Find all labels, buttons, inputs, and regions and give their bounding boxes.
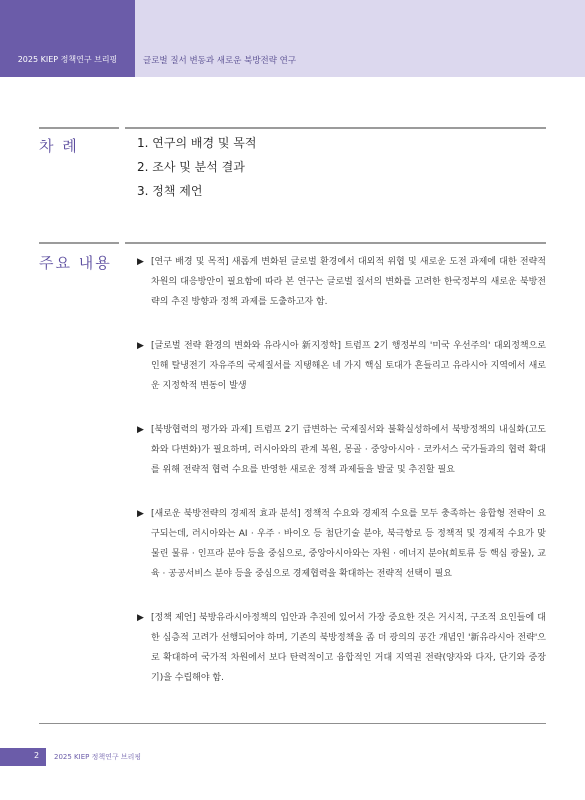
bullet-arrow-icon: ▶	[137, 425, 144, 435]
summary-item-text: [글로벌 전략 환경의 변화와 유라시아 新지정학] 트럼프 2기 행정부의 '미국 우선주의' 대외정책으로 인해 탈냉전기 자유주의 국제질서를 지탱해온 네 가지 핵심 토대가 흔들리고 유라시아 지역에서 새로운 지정학적 변동이 발생	[151, 341, 546, 391]
report-title-label: 글로벌 질서 변동과 새로운 북방전략 연구	[143, 56, 297, 66]
footer-page-band	[0, 748, 46, 766]
page-number: 2	[34, 751, 40, 760]
summary-item	[137, 420, 546, 480]
toc-item: 2. 조사 및 분석 결과	[137, 160, 245, 174]
summary-item-text: [연구 배경 및 목적] 새롭게 변화된 글로벌 환경에서 대외적 위협 및 새로운 도전 과제에 대한 전략적 차원의 대응방안이 필요함에 따라 본 연구는 글로벌 질서의 변화를 고려한 한국정부의 새로운 북방전략의 추진 방향과 정책 과제를 도출하고자 함.	[151, 257, 546, 307]
summary-list	[137, 252, 546, 712]
summary-item-text: [북방협력의 평가와 과제] 트럼프 2기 급변하는 국제질서와 불확실성하에서 북방정책의 내실화(고도화와 다변화)가 필요하며, 러시아와의 관계 복원, 몽골 · 중앙아시아 · 코카서스 국가들과의 협력 확대를 위해 전략적 협력 수요를 반영한 새로운 정책 과제들을 발굴 및 추진할 필요	[151, 425, 546, 475]
summary-item	[137, 252, 546, 312]
summary-rule-right	[125, 242, 546, 244]
bullet-arrow-icon: ▶	[137, 341, 144, 351]
bullet-arrow-icon: ▶	[137, 613, 144, 623]
footer-rule	[39, 723, 546, 724]
toc-rule-right	[125, 127, 546, 129]
series-label: 2025 KIEP 정책연구 브리핑	[17, 55, 118, 64]
summary-item	[137, 608, 546, 688]
toc-rule-left	[39, 127, 119, 129]
summary-item	[137, 336, 546, 396]
summary-item-text: [정책 제언] 북방유라시아정책의 입안과 추진에 있어서 가장 중요한 것은 거시적, 구조적 요인들에 대한 심층적 고려가 선행되어야 하며, 기존의 북방정책을 좀 더 광의의 공간 개념인 '新유라시아 전략'으로 확대하여 국가적 차원에서 보다 탄력적이고 융합적인 거대 지역권 전략(양자와 다자, 단기와 중장기)을 수립해야 함.	[151, 613, 546, 683]
toc-item: 3. 정책 제언	[137, 184, 203, 198]
summary-title: 주요 내용	[39, 254, 112, 272]
toc-title: 차 례	[39, 137, 79, 155]
summary-item-text: [새로운 북방전략의 경제적 효과 분석] 정책적 수요와 경제적 수요를 모두 충족하는 융합형 전략이 요구되는데, 러시아와는 AI · 우주 · 바이오 등 첨단기술 분야, 북극항로 등 정책적 및 경제적 수요가 맞물린 물류 · 인프라 분야 등을 중심으로, 중앙아시아와는 자원 · 에너지 분야(희토류 등 핵심 광물), 교육 · 공공서비스 분야 등을 중심으로 경제협력을 확대하는 전략적 선택이 필요	[151, 509, 546, 579]
summary-item	[137, 504, 546, 584]
bullet-arrow-icon: ▶	[137, 257, 144, 267]
toc-list	[137, 134, 256, 206]
bullet-arrow-icon: ▶	[137, 509, 144, 519]
summary-rule-left	[39, 242, 119, 244]
toc-item: 1. 연구의 배경 및 목적	[137, 136, 257, 150]
footer-series-label: 2025 KIEP 정책연구 브리핑	[54, 753, 142, 761]
header-left-band	[0, 0, 135, 77]
